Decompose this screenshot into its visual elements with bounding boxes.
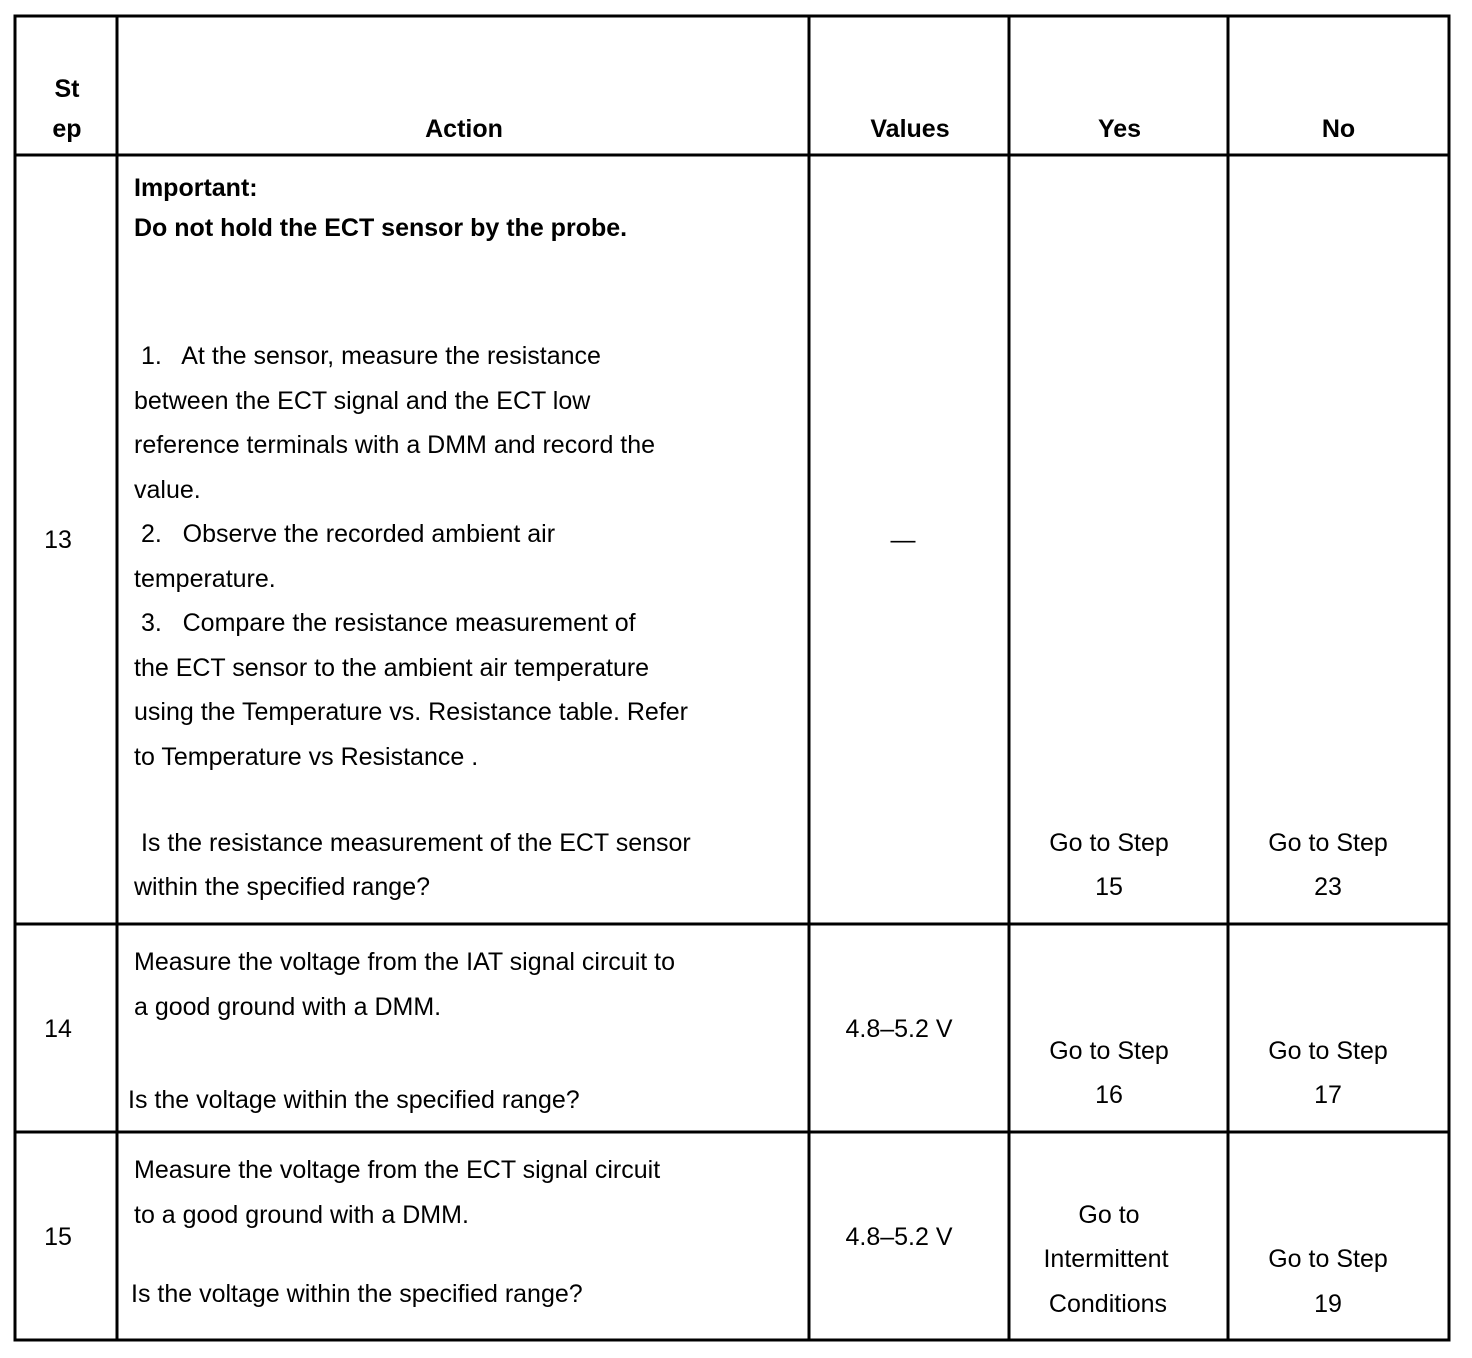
row15-action-line: Measure the voltage from the ECT signal circuit xyxy=(134,1156,661,1184)
row15-yes-line: Conditions xyxy=(1048,1290,1168,1318)
row15-step: 15 xyxy=(44,1223,72,1251)
row13-action-line: value. xyxy=(134,476,201,504)
row13-action-line: to Temperature vs Resistance . xyxy=(134,743,479,771)
row13-question-line: Is the resistance measurement of the ECT sensor xyxy=(134,829,691,857)
row14-yes-line: Go to Step xyxy=(1049,1037,1169,1065)
row15-yes-line: Intermittent xyxy=(1043,1245,1169,1273)
row13-yes-line: Go to Step xyxy=(1049,829,1169,857)
row13-question-line: within the specified range? xyxy=(134,873,431,901)
row13-important-text: Do not hold the ECT sensor by the probe. xyxy=(134,214,628,242)
row14-yes-line: 16 xyxy=(1095,1081,1123,1109)
header-no: No xyxy=(1321,115,1356,143)
row13-step: 13 xyxy=(44,526,72,554)
row13-important-label: Important: xyxy=(134,174,258,202)
header-action: Action xyxy=(425,115,503,143)
row15-no-line: Go to Step xyxy=(1268,1245,1388,1273)
row14-no-line: Go to Step xyxy=(1268,1037,1388,1065)
row15-yes-line: Go to xyxy=(1078,1201,1140,1229)
row13-action-line: 3. Compare the resistance measurement of xyxy=(134,609,636,637)
row15-question: Is the voltage within the specified range? xyxy=(131,1280,583,1308)
row14-action-line: Measure the voltage from the IAT signal circuit to xyxy=(134,948,675,976)
header-values: Values xyxy=(870,115,950,143)
row14-question: Is the voltage within the specified range? xyxy=(128,1086,580,1114)
header-step-line1: St xyxy=(54,75,80,103)
header-yes: Yes xyxy=(1097,115,1142,143)
row14-action-line: a good ground with a DMM. xyxy=(134,993,442,1021)
header-step-line2: ep xyxy=(52,115,82,143)
row13-no-line: Go to Step xyxy=(1268,829,1388,857)
row14-step: 14 xyxy=(44,1015,72,1043)
row15-action-line: to a good ground with a DMM. xyxy=(134,1201,469,1229)
row13-no-line: 23 xyxy=(1314,873,1342,901)
row13-action-line: the ECT sensor to the ambient air temperature xyxy=(134,654,650,682)
row13-action-line: 2. Observe the recorded ambient air xyxy=(134,520,556,548)
row13-action-line: between the ECT signal and the ECT low xyxy=(134,387,591,415)
row13-value: — xyxy=(890,526,916,554)
row13-action-line: 1. At the sensor, measure the resistance xyxy=(134,342,601,370)
row13-action-line: temperature. xyxy=(134,565,276,593)
row13-action-line: using the Temperature vs. Resistance table. Refer xyxy=(134,698,688,726)
row14-no-line: 17 xyxy=(1314,1081,1342,1109)
row13-yes-line: 15 xyxy=(1095,873,1123,901)
row14-value: 4.8–5.2 V xyxy=(845,1015,953,1043)
row15-value: 4.8–5.2 V xyxy=(845,1223,953,1251)
row13-action-line: reference terminals with a DMM and record the xyxy=(134,431,656,459)
row15-no-line: 19 xyxy=(1314,1290,1342,1318)
